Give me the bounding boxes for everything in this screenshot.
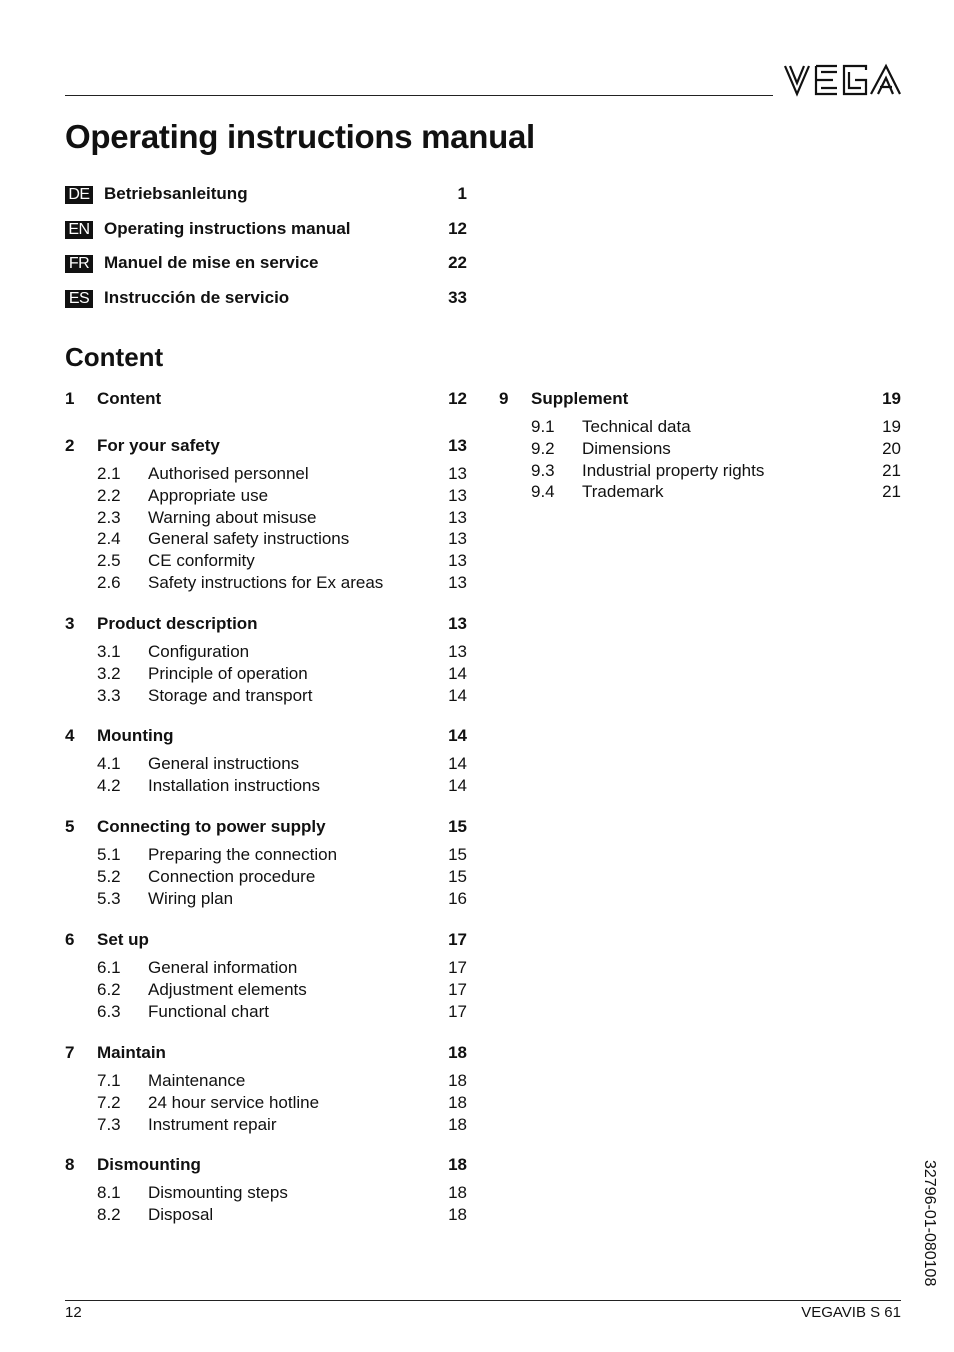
language-code-badge: EN: [65, 221, 93, 239]
toc-subsection-page: 21: [882, 461, 901, 480]
toc-subsection-title: Technical data: [582, 417, 691, 436]
language-page: 33: [448, 288, 467, 307]
toc-section: [65, 817, 467, 839]
toc-subsection-title: Appropriate use: [148, 486, 269, 505]
toc-section-page: 18: [448, 1155, 467, 1174]
footer-rule: [65, 1300, 901, 1301]
toc-subsection: [65, 486, 467, 508]
vega-logo: [783, 63, 901, 97]
toc-subsection: [499, 439, 901, 461]
toc-subsection: [65, 464, 467, 486]
toc-subsection-page: 18: [448, 1205, 467, 1224]
toc-subsection-title: General information: [148, 958, 298, 977]
toc-subsection-title: General safety instructions: [148, 529, 350, 548]
toc-subsection-page: 18: [448, 1183, 467, 1202]
toc-subsection-number: 3.1: [97, 642, 121, 661]
toc-subsection-page: 20: [882, 439, 901, 458]
toc-section-page: 17: [448, 930, 467, 949]
toc-subsection-number: 5.2: [97, 867, 121, 886]
toc-section-page: 15: [448, 817, 467, 836]
toc-section-title: For your safety: [97, 436, 220, 455]
toc-section: [65, 930, 467, 952]
content-heading: Content: [65, 342, 164, 372]
toc-section: [65, 726, 467, 748]
toc-subsection-title: Instrument repair: [148, 1115, 277, 1134]
toc-subsection-number: 7.2: [97, 1093, 121, 1112]
toc-subsection-title: Authorised personnel: [148, 464, 309, 483]
toc-subsection-title: Dimensions: [582, 439, 671, 458]
toc-subsection-number: 5.3: [97, 889, 121, 908]
language-code-badge: DE: [65, 186, 93, 204]
toc-subsection-page: 18: [448, 1115, 467, 1134]
language-label: Betriebsanleitung: [104, 184, 248, 203]
document-number: 32796-01-080108: [921, 1160, 938, 1287]
toc-subsection: [65, 845, 467, 867]
language-page: 1: [457, 184, 467, 203]
toc-section-title: Set up: [97, 930, 149, 949]
toc-subsection-number: 9.2: [531, 439, 555, 458]
toc-subsection: [65, 1002, 467, 1024]
toc-subsection-title: Configuration: [148, 642, 250, 661]
toc-subsection-number: 5.1: [97, 845, 121, 864]
toc-section: [65, 1155, 467, 1177]
toc-section-number: 8: [65, 1155, 75, 1174]
toc-subsection-number: 8.2: [97, 1205, 121, 1224]
toc-subsection-number: 4.1: [97, 754, 121, 773]
language-code-badge: ES: [65, 290, 93, 308]
toc-subsection-title: Adjustment elements: [148, 980, 307, 999]
toc-subsection-page: 13: [448, 573, 467, 592]
page-title: Operating instructions manual: [65, 118, 535, 155]
language-label: Manuel de mise en service: [104, 253, 319, 272]
language-code-badge: FR: [65, 255, 93, 273]
toc-subsection-number: 2.4: [97, 529, 121, 548]
toc-subsection-title: Installation instructions: [148, 776, 320, 795]
toc-subsection: [65, 958, 467, 980]
toc-subsection-title: Dismounting steps: [148, 1183, 288, 1202]
toc-section-title: Product description: [97, 614, 258, 633]
toc-subsection-title: Warning about misuse: [148, 508, 317, 527]
toc-subsection-title: Safety instructions for Ex areas: [148, 573, 384, 592]
toc-subsection-page: 14: [448, 754, 467, 773]
toc-subsection-page: 14: [448, 776, 467, 795]
toc-section: [65, 389, 467, 411]
toc-subsection-number: 7.3: [97, 1115, 121, 1134]
toc-subsection: [65, 508, 467, 530]
toc-subsection-title: Preparing the connection: [148, 845, 338, 864]
toc-subsection-number: 2.6: [97, 573, 121, 592]
language-page: 22: [448, 253, 467, 272]
toc-section-number: 9: [499, 389, 509, 408]
toc-subsection-number: 9.1: [531, 417, 555, 436]
toc-subsection-number: 6.2: [97, 980, 121, 999]
toc-subsection-page: 19: [882, 417, 901, 436]
toc-subsection: [65, 529, 467, 551]
toc-subsection: [65, 573, 467, 595]
toc-section-number: 5: [65, 817, 75, 836]
toc-section-number: 1: [65, 389, 75, 408]
toc-section-number: 3: [65, 614, 75, 633]
toc-subsection-page: 13: [448, 529, 467, 548]
toc-section-title: Dismounting: [97, 1155, 201, 1174]
toc-subsection-number: 7.1: [97, 1071, 121, 1090]
toc-subsection-title: Functional chart: [148, 1002, 269, 1021]
toc-subsection: [65, 1093, 467, 1115]
toc-subsection-title: Trademark: [582, 482, 664, 501]
toc-subsection-number: 2.2: [97, 486, 121, 505]
toc-subsection-number: 2.5: [97, 551, 121, 570]
toc-subsection-number: 8.1: [97, 1183, 121, 1202]
toc-subsection-page: 16: [448, 889, 467, 908]
toc-subsection: [65, 664, 467, 686]
toc-section: [65, 436, 467, 458]
toc-subsection-number: 6.3: [97, 1002, 121, 1021]
toc-subsection-page: 21: [882, 482, 901, 501]
toc-subsection-title: General instructions: [148, 754, 300, 773]
toc-section-page: 13: [448, 614, 467, 633]
toc-subsection: [65, 980, 467, 1002]
toc-subsection-title: Industrial property rights: [582, 461, 765, 480]
toc-subsection-title: Maintenance: [148, 1071, 246, 1090]
toc-section-page: 14: [448, 726, 467, 745]
toc-subsection: [65, 642, 467, 664]
toc-section-title: Mounting: [97, 726, 174, 745]
footer-product-name: VEGAVIB S 61: [801, 1304, 901, 1321]
language-label: Instrucción de servicio: [104, 288, 290, 307]
toc-subsection: [65, 1071, 467, 1093]
toc-subsection: [65, 776, 467, 798]
toc-subsection-page: 17: [448, 958, 467, 977]
toc-subsection-title: 24 hour service hotline: [148, 1093, 320, 1112]
toc-subsection-page: 13: [448, 551, 467, 570]
toc-subsection-page: 14: [448, 664, 467, 683]
toc-section-number: 2: [65, 436, 75, 455]
toc-section-title: Connecting to power supply: [97, 817, 326, 836]
toc-section-page: 13: [448, 436, 467, 455]
toc-subsection: [499, 482, 901, 504]
toc-subsection-title: Principle of operation: [148, 664, 308, 683]
toc-subsection-number: 3.3: [97, 686, 121, 705]
toc-subsection-page: 14: [448, 686, 467, 705]
language-item: [65, 288, 467, 310]
language-item: [65, 184, 467, 206]
toc-section-page: 18: [448, 1043, 467, 1062]
toc-subsection-page: 17: [448, 980, 467, 999]
footer-page-number: 12: [65, 1304, 82, 1321]
toc-section-page: 12: [448, 389, 467, 408]
toc-subsection-page: 13: [448, 508, 467, 527]
language-label: Operating instructions manual: [104, 219, 351, 238]
toc-subsection-title: CE conformity: [148, 551, 255, 570]
toc-subsection-number: 9.4: [531, 482, 555, 501]
toc-subsection-title: Wiring plan: [148, 889, 234, 908]
toc-subsection-title: Connection procedure: [148, 867, 316, 886]
toc-subsection: [65, 754, 467, 776]
toc-subsection: [65, 551, 467, 573]
toc-subsection-page: 15: [448, 867, 467, 886]
toc-subsection: [65, 1205, 467, 1227]
toc-section-title: Content: [97, 389, 162, 408]
toc-subsection-number: 9.3: [531, 461, 555, 480]
toc-section-number: 6: [65, 930, 75, 949]
toc-subsection-title: Storage and transport: [148, 686, 313, 705]
toc-subsection-page: 18: [448, 1071, 467, 1090]
toc-section-page: 19: [882, 389, 901, 408]
toc-section-number: 4: [65, 726, 75, 745]
toc-subsection: [65, 1115, 467, 1137]
toc-subsection: [65, 867, 467, 889]
toc-subsection: [499, 417, 901, 439]
toc-subsection-page: 13: [448, 486, 467, 505]
toc-subsection: [65, 1183, 467, 1205]
toc-subsection-number: 4.2: [97, 776, 121, 795]
language-item: [65, 219, 467, 241]
toc-subsection-page: 17: [448, 1002, 467, 1021]
toc-subsection: [499, 461, 901, 483]
toc-subsection-number: 3.2: [97, 664, 121, 683]
toc-subsection-number: 2.3: [97, 508, 121, 527]
toc-subsection-number: 2.1: [97, 464, 121, 483]
toc-subsection-page: 15: [448, 845, 467, 864]
toc-subsection-page: 13: [448, 464, 467, 483]
language-page: 12: [448, 219, 467, 238]
toc-section-number: 7: [65, 1043, 75, 1062]
toc-section: [65, 614, 467, 636]
toc-subsection: [65, 889, 467, 911]
toc-subsection: [65, 686, 467, 708]
toc-section: [65, 1043, 467, 1065]
language-item: [65, 253, 467, 275]
toc-subsection-page: 13: [448, 642, 467, 661]
toc-subsection-page: 18: [448, 1093, 467, 1112]
toc-subsection-title: Disposal: [148, 1205, 214, 1224]
toc-subsection-number: 6.1: [97, 958, 121, 977]
toc-section-title: Maintain: [97, 1043, 166, 1062]
toc-section-title: Supplement: [531, 389, 629, 408]
toc-section: [499, 389, 901, 411]
header-rule: [65, 95, 773, 96]
